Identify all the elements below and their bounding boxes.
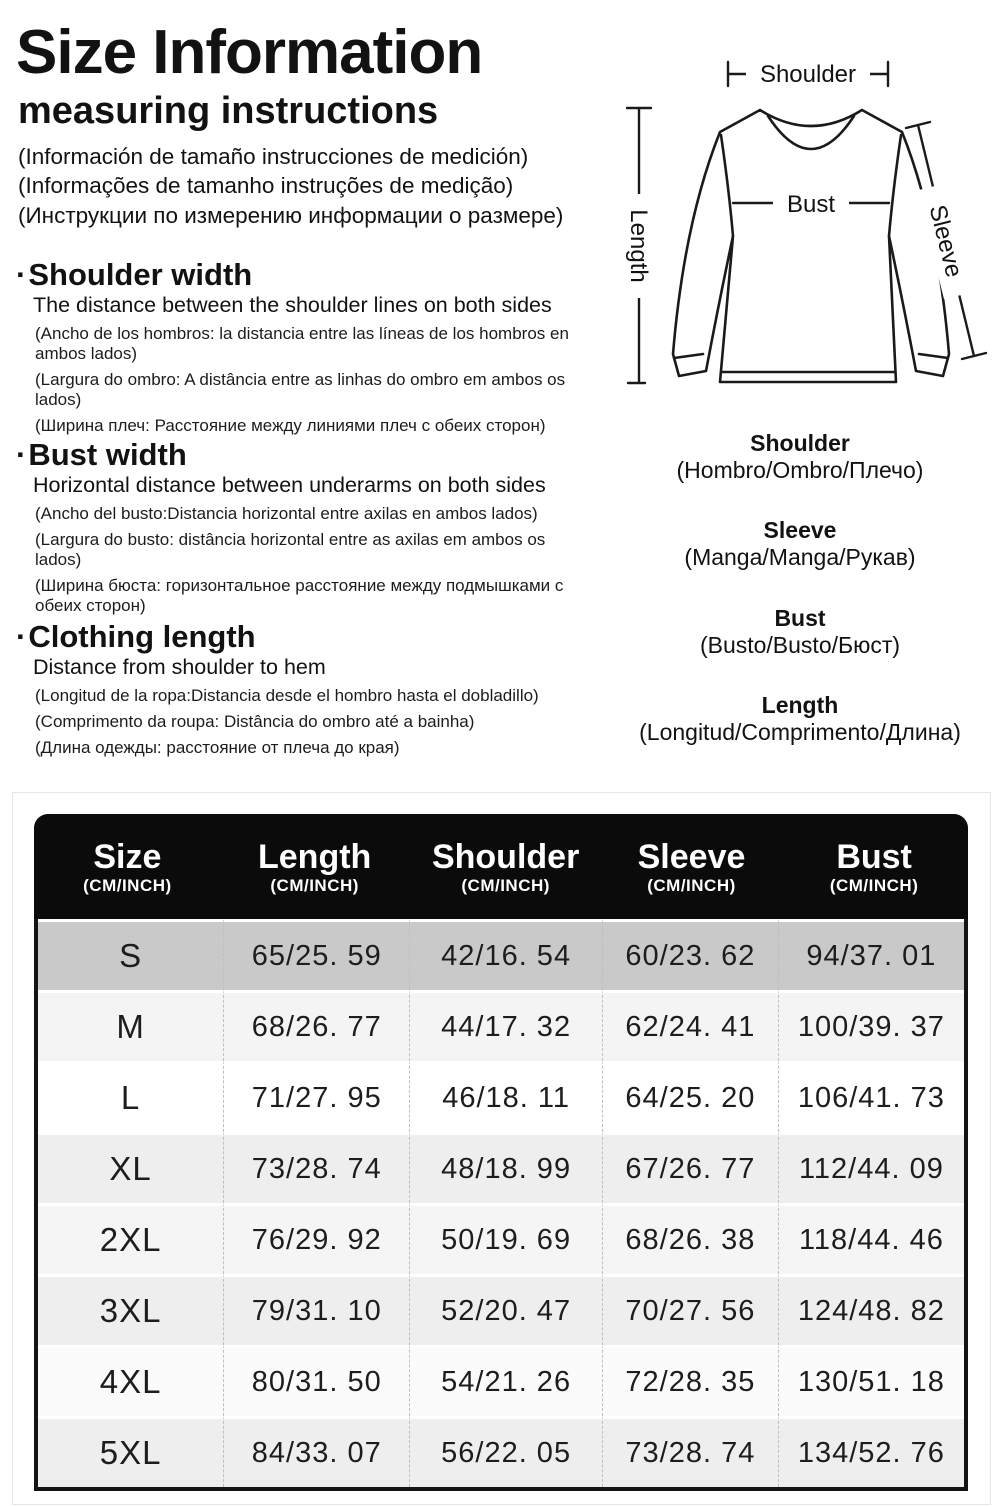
size-cell: 2XL (38, 1203, 223, 1274)
length-cell: 71/27. 95 (223, 1061, 409, 1132)
translation-ru: (Длина одежды: расстояние от плеча до края) (35, 738, 400, 757)
bust-cell: 106/41. 73 (778, 1061, 964, 1132)
sleeve-cell: 67/26. 77 (602, 1132, 778, 1203)
section-title (16, 258, 601, 292)
length-diagram-label: Length (625, 209, 652, 283)
page-subtitle: measuring instructions (18, 89, 439, 132)
sleeve-cell: 60/23. 62 (602, 919, 778, 990)
intro-block (16, 20, 601, 231)
section-title-text: Clothing length (28, 619, 256, 654)
shoulder-cell: 52/20. 47 (409, 1274, 602, 1345)
table-row (38, 1132, 964, 1203)
intro-translation-es: (Información de tamaño instrucciones de medición) (18, 143, 529, 169)
bust-cell: 134/52. 76 (778, 1416, 964, 1487)
translation-ru: (Ширина бюста: горизонтальное расстояние между подмышками с обеих сторон) (35, 576, 564, 615)
size-cell: L (38, 1061, 223, 1132)
shoulder-cell: 44/17. 32 (409, 990, 602, 1061)
bust-cell: 94/37. 01 (778, 919, 964, 990)
bust-cell: 130/51. 18 (778, 1345, 964, 1416)
header-cell-sleeve (603, 814, 780, 919)
measurement-legend (600, 430, 1000, 779)
intro-translation-pt: (Informações de tamanho instruções de medição) (18, 173, 514, 199)
section-clothing-length (16, 620, 601, 764)
length-cell: 84/33. 07 (223, 1416, 409, 1487)
legend-term: Bust (774, 604, 826, 631)
legend-term: Shoulder (750, 430, 850, 456)
sleeve-cell: 62/24. 41 (602, 990, 778, 1061)
section-bust-width (16, 438, 601, 622)
shoulder-cell: 46/18. 11 (409, 1061, 602, 1132)
table-row (38, 1274, 964, 1345)
intro-translation-ru: (Инструкции по измерению информации о размере) (18, 202, 564, 228)
section-translations (16, 686, 601, 758)
tshirt-measurement-diagram (600, 30, 1000, 420)
bullet-dot: · (16, 437, 27, 472)
legend-translation: (Busto/Busto/Бюст) (699, 631, 901, 658)
table-row (38, 1416, 964, 1487)
length-label-group (624, 194, 654, 298)
length-cell: 68/26. 77 (223, 990, 409, 1061)
size-cell: S (38, 919, 223, 990)
column-label: Shoulder (431, 837, 580, 876)
unit-label: (CM/INCH) (461, 875, 550, 895)
bust-cell: 118/44. 46 (778, 1203, 964, 1274)
tshirt-outline (673, 110, 949, 382)
shoulder-cell: 56/22. 05 (409, 1416, 602, 1487)
legend-term: Length (761, 691, 839, 718)
legend-term: Sleeve (763, 517, 837, 544)
bust-cell: 124/48. 82 (778, 1274, 964, 1345)
legend-item-sleeve (600, 517, 1000, 571)
section-description: Distance from shoulder to hem (33, 655, 326, 679)
size-cell: 3XL (38, 1274, 223, 1345)
translation-es: (Ancho del busto:Distancia horizontal entre axilas en ambos lados) (35, 504, 538, 523)
legend-translation: (Hombro/Ombro/Плечо) (676, 457, 924, 484)
sleeve-cell: 68/26. 38 (602, 1203, 778, 1274)
shoulder-diagram-label: Shoulder (759, 61, 857, 88)
legend-item-shoulder (600, 430, 1000, 484)
table-row (38, 1061, 964, 1132)
header-cell-size (34, 814, 221, 919)
translation-es: (Ancho de los hombros: la distancia entre las líneas de los hombros en ambos lados) (35, 324, 569, 363)
section-title-text: Shoulder width (28, 257, 253, 292)
sleeve-cell: 73/28. 74 (602, 1416, 778, 1487)
right-cuff-seam (919, 354, 948, 358)
sleeve-cell: 64/25. 20 (602, 1061, 778, 1132)
translation-ru: (Ширина плеч: Расстояние между линиями плеч с обеих сторон) (35, 416, 546, 435)
sleeve-cell: 72/28. 35 (602, 1345, 778, 1416)
tshirt-diagram-svg (600, 30, 1000, 420)
translation-es: (Longitud de la ropa:Distancia desde el hombro hasta el dobladillo) (35, 686, 539, 705)
length-cell: 76/29. 92 (223, 1203, 409, 1274)
left-cuff-seam (674, 354, 703, 358)
shoulder-cell: 50/19. 69 (409, 1203, 602, 1274)
bullet-dot: · (16, 257, 27, 292)
section-title-text: Bust width (28, 437, 187, 472)
column-label: Size (93, 837, 162, 876)
size-table (34, 814, 968, 1491)
shoulder-cell: 42/16. 54 (409, 919, 602, 990)
column-label: Bust (836, 837, 912, 876)
size-cell: 4XL (38, 1345, 223, 1416)
length-cell: 79/31. 10 (223, 1274, 409, 1345)
length-cell: 73/28. 74 (223, 1132, 409, 1203)
legend-item-length (600, 692, 1000, 746)
table-row (38, 1203, 964, 1274)
table-row (38, 990, 964, 1061)
bust-cell: 100/39. 37 (778, 990, 964, 1061)
translation-pt: (Comprimento da roupa: Distância do ombro até a bainha) (35, 712, 475, 731)
translation-pt: (Largura do busto: distância horizontal entre as axilas em ambos os lados) (35, 530, 546, 569)
length-cell: 80/31. 50 (223, 1345, 409, 1416)
column-label: Sleeve (637, 837, 746, 876)
table-row (38, 1345, 964, 1416)
section-title (16, 620, 601, 654)
section-description: Horizontal distance between underarms on both sides (33, 473, 546, 497)
length-cell: 65/25. 59 (223, 919, 409, 990)
section-description: The distance between the shoulder lines on both sides (33, 293, 552, 317)
section-translations (16, 504, 601, 616)
bullet-dot: · (16, 619, 27, 654)
header-cell-bust (780, 814, 968, 919)
legend-item-bust (600, 605, 1000, 659)
legend-translation: (Longitud/Comprimento/Длина) (639, 718, 961, 745)
section-translations (16, 324, 601, 436)
column-label: Length (258, 837, 372, 876)
header-cell-length (221, 814, 409, 919)
size-cell: 5XL (38, 1416, 223, 1487)
sleeve-label-group (917, 183, 975, 299)
page-title: Size Information (16, 18, 483, 87)
unit-label: (CM/INCH) (270, 875, 359, 895)
table-row (38, 919, 964, 990)
right-armhole-line (889, 135, 901, 236)
sleeve-cell: 70/27. 56 (602, 1274, 778, 1345)
unit-label: (CM/INCH) (829, 875, 919, 895)
sleeve-diagram-label: Sleeve (923, 202, 968, 280)
bust-diagram-label: Bust (786, 191, 836, 218)
shoulder-cell: 48/18. 99 (409, 1132, 602, 1203)
diagram-labels (624, 58, 975, 299)
size-table-card (12, 792, 991, 1505)
size-table-body (34, 919, 968, 1491)
translation-pt: (Largura do ombro: A distância entre as linhas do ombro em ambos os lados) (35, 370, 566, 409)
left-armhole-line (721, 135, 733, 236)
unit-label: (CM/INCH) (647, 875, 736, 895)
unit-label: (CM/INCH) (83, 875, 172, 895)
section-shoulder-width (16, 258, 601, 442)
legend-translation: (Manga/Manga/Рукав) (684, 544, 916, 571)
intro-translations (16, 143, 601, 231)
shoulder-cell: 54/21. 26 (409, 1345, 602, 1416)
header-cell-shoulder (409, 814, 603, 919)
size-cell: XL (38, 1132, 223, 1203)
bust-cell: 112/44. 09 (778, 1132, 964, 1203)
section-title (16, 438, 601, 472)
size-table-header (34, 814, 968, 919)
size-cell: M (38, 990, 223, 1061)
